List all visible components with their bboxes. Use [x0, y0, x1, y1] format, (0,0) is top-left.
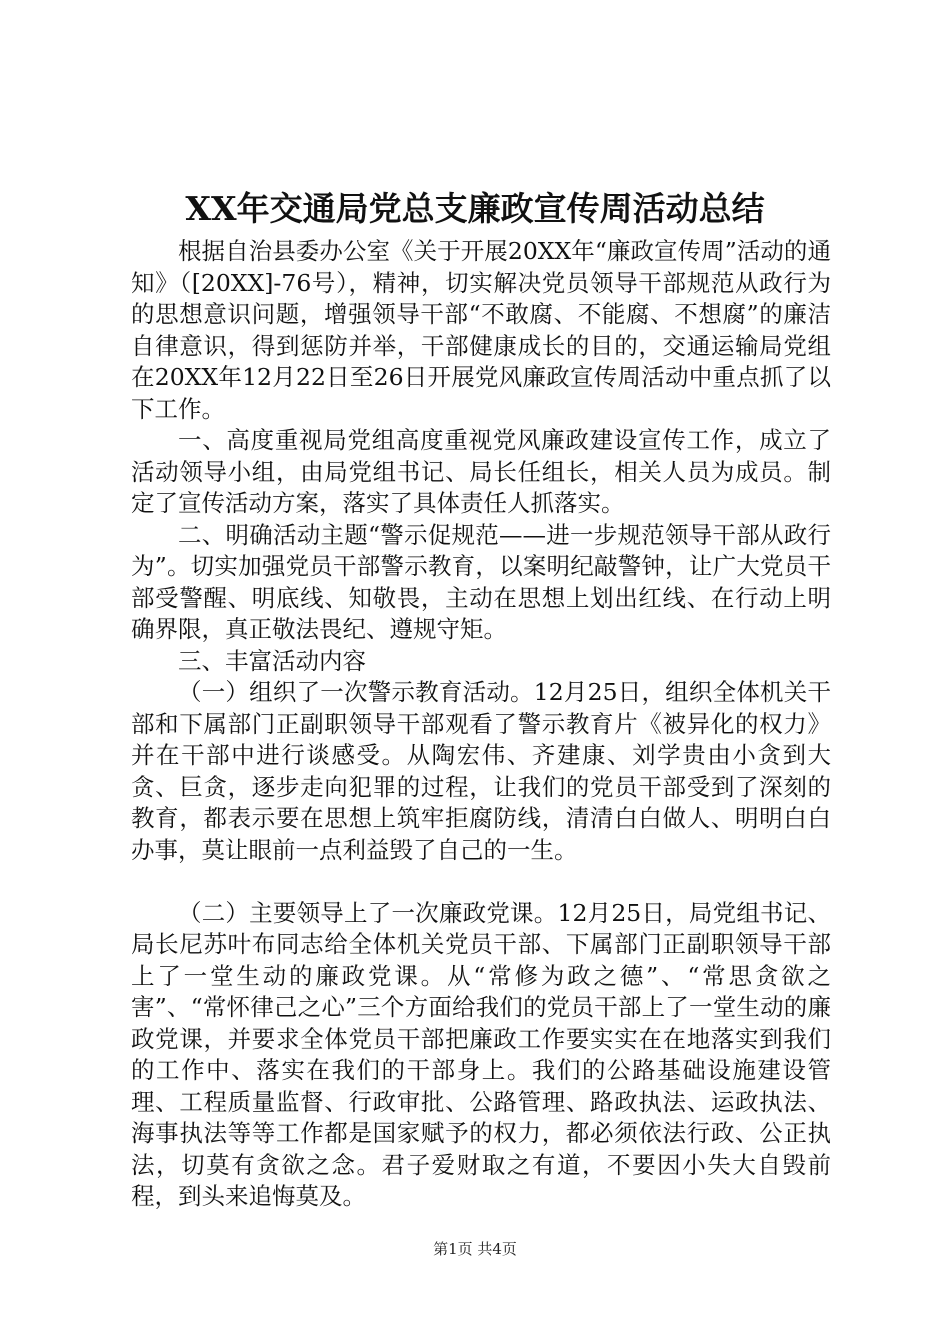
paragraph-section-1: 一、高度重视局党组高度重视党风廉政建设宣传工作，成立了活动领导小组，由局党组书记、局长任组长，相关人员为成员。制定了宣传活动方案，落实了具体责任人抓落实。: [131, 426, 831, 517]
page-number-footer: 第1页 共4页: [433, 1240, 517, 1258]
paragraph-intro: 根据自治县委办公室《关于开展20XX年“廉政宣传周”活动的通知》（[20XX]-76号），精神，切实解决党员领导干部规范从政行为的思想意识问题，增强领导干部“不敢腐、不能腐、不想腐”的廉洁自律意识，得到惩防并举，干部健康成长的目的，交通运输局党组在20XX年12月22日至26日开展党风廉政宣传周活动中重点抓了以下工作。: [131, 237, 831, 423]
paragraph-section-2: 二、明确活动主题“警示促规范——进一步规范领导干部从政行为”。切实加强党员干部警示教育，以案明纪敲警钟，让广大党员干部受警醒、明底线、知敬畏，主动在思想上划出红线、在行动上明确界限，真正敬法畏纪、遵规守矩。: [131, 520, 831, 643]
paragraph-section-3-heading: 三、丰富活动内容: [178, 646, 366, 675]
document-body: [131, 236, 831, 1213]
paragraph-spacer: [131, 866, 831, 898]
paragraph-subsection-1: （一）组织了一次警示教育活动。12月25日，组织全体机关干部和下属部门正副职领导干部观看了警示教育片《被异化的权力》并在干部中进行谈感受。从陶宏伟、齐建康、刘学贵由小贪到大贪、巨贪，逐步走向犯罪的过程，让我们的党员干部受到了深刻的教育，都表示要在思想上筑牢拒腐防线，清清白白做人、明明白白办事，莫让眼前一点利益毁了自己的一生。: [131, 678, 831, 864]
document-title: XX年交通局党总支廉政宣传周活动总结: [185, 189, 765, 228]
paragraph-subsection-2: （二）主要领导上了一次廉政党课。12月25日，局党组书记、局长尼苏叶布同志给全体机关党员干部、下属部门正副职领导干部上了一堂生动的廉政党课。从“常修为政之德”、“常思贪欲之害”、“常怀律己之心”三个方面给我们的党员干部上了一堂生动的廉政党课，并要求全体党员干部把廉政工作要实实在在地落实到我们的工作中、落实在我们的干部身上。我们的公路基础设施建设管理、工程质量监督、行政审批、公路管理、路政执法、运政执法、海事执法等等工作都是国家赋予的权力，都必须依法行政、公正执法，切莫有贪欲之念。君子爱财取之有道，不要因小失大自毁前程，到头来追悔莫及。: [131, 898, 831, 1210]
